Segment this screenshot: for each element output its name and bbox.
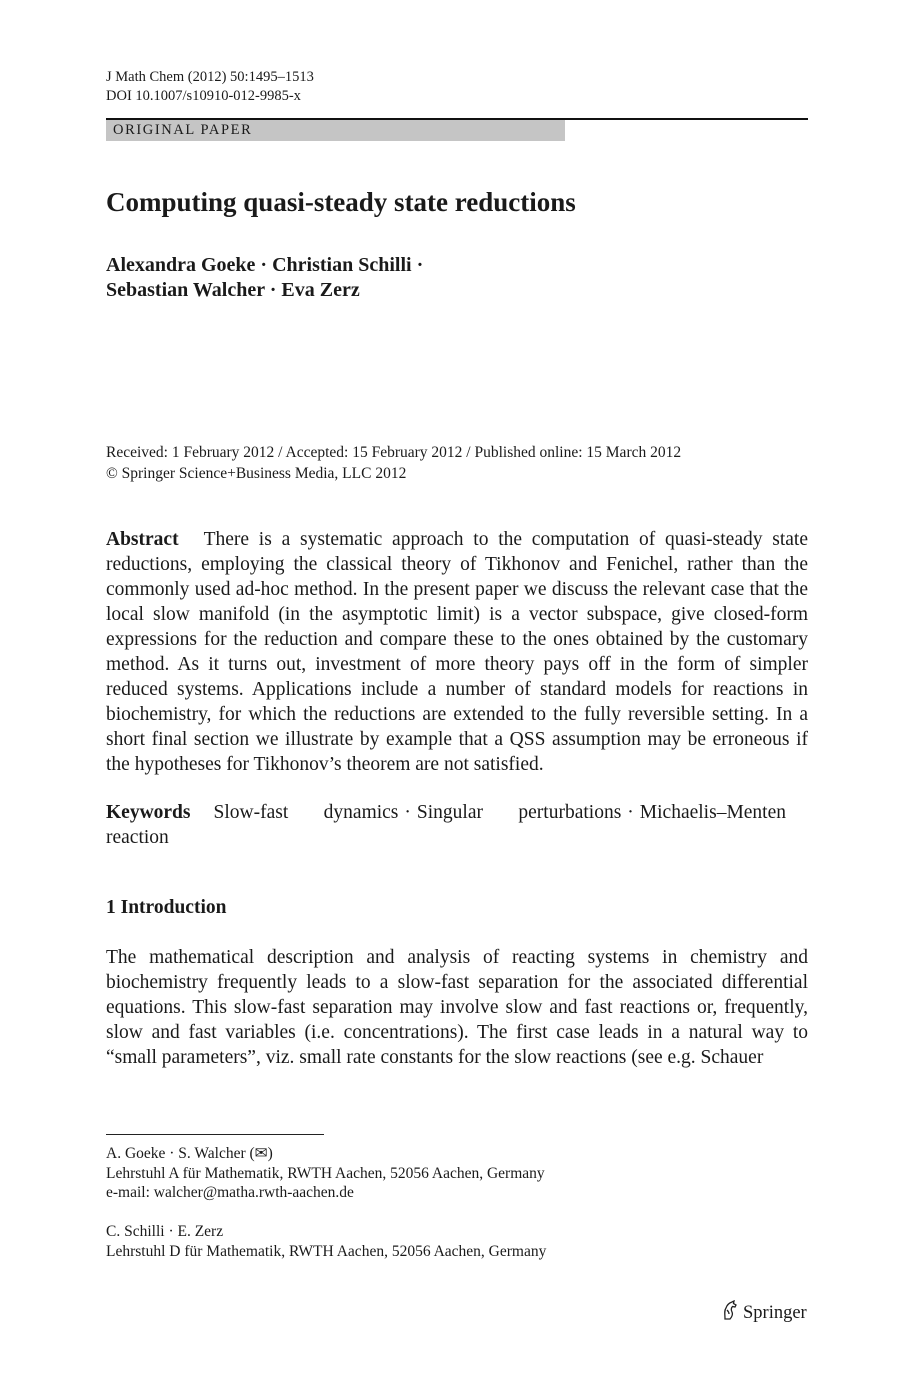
affiliation-2-names: C. Schilli · E. Zerz — [106, 1223, 224, 1240]
keyword-item: Singular perturbations — [416, 802, 622, 823]
keyword-item: Michaelis–Menten reaction — [106, 802, 787, 848]
abstract-label: Abstract — [106, 529, 179, 550]
article-type-label: ORIGINAL PAPER — [113, 122, 253, 138]
authors-line-1: Alexandra Goeke · Christian Schilli · — [106, 254, 424, 276]
publisher-name: Springer — [743, 1303, 807, 1323]
doi: DOI 10.1007/s10910-012-9985-x — [106, 88, 301, 104]
keyword-item: Slow-fast dynamics — [213, 802, 399, 823]
keyword-separator: · — [627, 802, 634, 823]
journal-citation: J Math Chem (2012) 50:1495–1513 — [106, 69, 314, 85]
paper-title: Computing quasi-steady state reductions — [106, 187, 576, 217]
authors-line-2: Sebastian Walcher · Eva Zerz — [106, 279, 360, 301]
publication-history: Received: 1 February 2012 / Accepted: 15 February 2012 / Published online: 15 March 2012 — [106, 444, 682, 461]
abstract — [106, 527, 808, 777]
abstract-text: There is a systematic approach to the computation of quasi-steady state reductions, employing the classical theory of Tikhonov and Fenichel, rather than the commonly used ad-hoc method. In the present paper we discuss the relevant case that the local slow manifold (in the asymptotic limit) is a vector subspace, give closed-form expressions for the reduction and compare these to the ones obtained by the customary method. As it turns out, investment of more theory pays off in the form of simpler reduced systems. Applications include a number of standard models for reactions in biochemistry, for which the reductions are extended to the fully reversible setting. In a short final section we illustrate by example that a QSS assumption may be erroneous if the hypotheses for Tikhonov’s theorem are not satisfied. — [106, 529, 808, 775]
keywords-label: Keywords — [106, 802, 191, 823]
affiliation-2-address: Lehrstuhl D für Mathematik, RWTH Aachen, 52056 Aachen, Germany — [106, 1243, 547, 1260]
section-heading-introduction: 1 Introduction — [106, 897, 227, 918]
keyword-separator: · — [404, 802, 411, 823]
affiliation-1-email: e-mail: walcher@matha.rwth-aachen.de — [106, 1184, 354, 1201]
affiliation-1-names: A. Goeke · S. Walcher (✉) — [106, 1145, 273, 1162]
publisher-logo — [722, 1300, 807, 1326]
footnote-rule — [106, 1134, 324, 1135]
copyright: © Springer Science+Business Media, LLC 2012 — [106, 465, 407, 482]
introduction-text: The mathematical description and analysis of reacting systems in chemistry and biochemistry frequently leads to a slow-fast separation for the associated differential equations. This slow-fast separation may involve slow and fast reactions or, frequently, slow and fast variables (i.e. concentrations). The first case leads in a natural way to “small parameters”, viz. small rate constants for the slow reactions (see e.g. Schauer — [106, 947, 808, 1068]
affiliation-1-address: Lehrstuhl A für Mathematik, RWTH Aachen, 52056 Aachen, Germany — [106, 1165, 545, 1182]
springer-horse-icon — [722, 1300, 738, 1326]
keywords — [106, 800, 786, 850]
